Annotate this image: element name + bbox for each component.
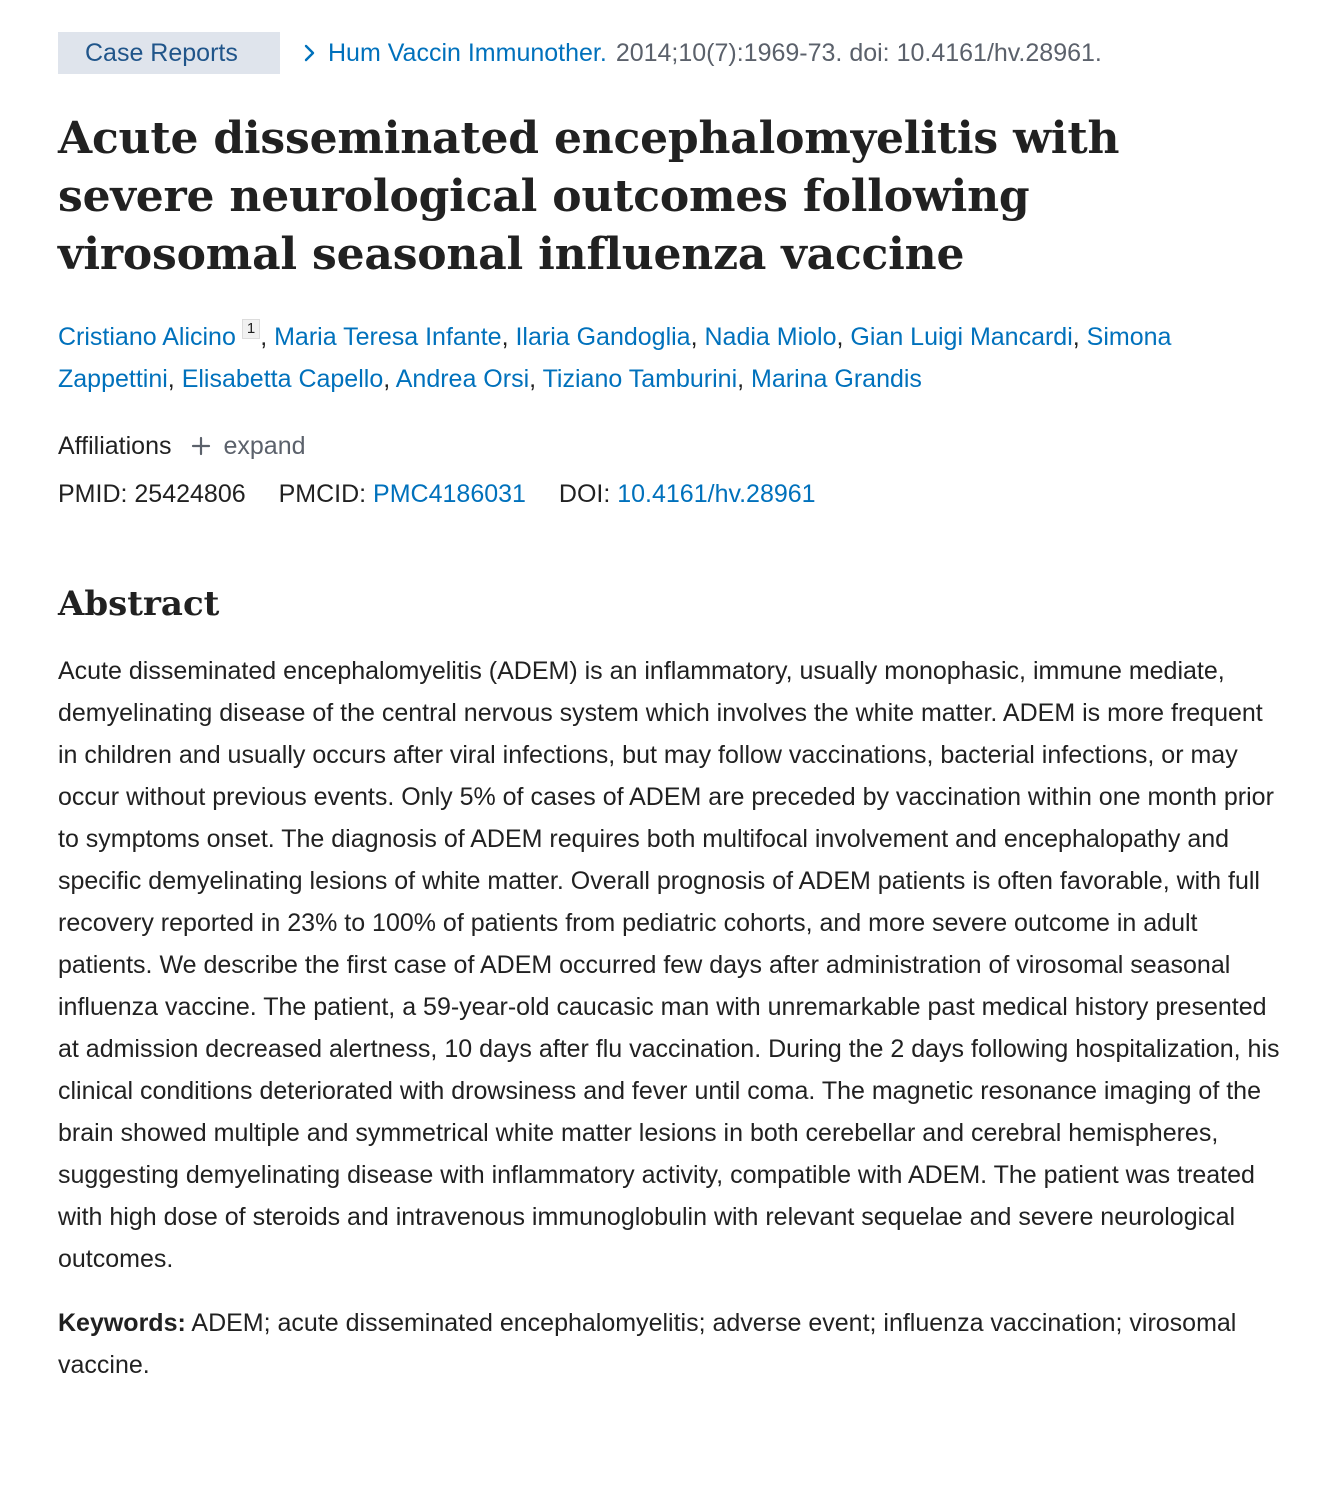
affiliation-marker[interactable]: 1: [242, 319, 260, 339]
author-link[interactable]: Simona Zappettini: [58, 323, 1172, 393]
doi-label: DOI:: [558, 480, 611, 508]
citation-text: 2014;10(7):1969-73. doi: 10.4161/hv.28961.: [615, 38, 1102, 67]
author-separator: ,: [260, 323, 268, 351]
plus-icon: [190, 435, 212, 457]
keywords-label: Keywords:: [58, 1309, 186, 1337]
chevron-right-icon[interactable]: [300, 43, 320, 63]
author-separator: ,: [501, 323, 509, 351]
pmid-group: [58, 480, 253, 508]
affiliations-expand-button[interactable]: [190, 428, 306, 464]
author-link[interactable]: Marina Grandis: [751, 365, 922, 393]
author-separator: ,: [737, 365, 745, 393]
pmcid-label: PMCID:: [278, 480, 367, 508]
author-separator: ,: [690, 323, 698, 351]
author-list: [58, 316, 1282, 400]
author-separator: ,: [836, 323, 844, 351]
affiliations-label: Affiliations: [58, 432, 172, 460]
citation-line: [300, 39, 1102, 68]
author-link[interactable]: Gian Luigi Mancardi: [850, 323, 1073, 351]
identifiers-row: [58, 476, 1282, 512]
keywords-section: [58, 1302, 1280, 1386]
publication-type-badge[interactable]: Case Reports: [58, 32, 280, 74]
article-title: Acute disseminated encephalomyelitis with severe neurological outcomes following virosomal seasonal influenza vaccine: [58, 113, 1120, 280]
author-link[interactable]: Maria Teresa Infante: [274, 323, 502, 351]
affiliations-row: [58, 428, 1282, 464]
pmcid-group: [279, 480, 533, 508]
author-link[interactable]: Elisabetta Capello: [181, 365, 384, 393]
abstract-text: Acute disseminated encephalomyelitis (ADEM) is an inflammatory, usually monophasic, immune mediate, demyelinating disease of the central nervous system which involves the white matter. ADEM is more frequent in children and usually occurs after viral infections, but may follow vaccinations, bacterial infections, or may occur without previous events. Only 5% of cases of ADEM are preceded by vaccination within one month prior to symptoms onset. The diagnosis of ADEM requires both multifocal involvement and encephalopathy and specific demyelinating lesions of white matter. Overall prognosis of ADEM patients is often favorable, with full recovery reported in 23% to 100% of patients from pediatric cohorts, and more severe outcome in adult patients. We describe the first case of ADEM occurred few days after administration of virosomal seasonal influenza vaccine. The patient, a 59-year-old caucasic man with unremarkable past medical history presented at admission decreased alertness, 10 days after flu vaccination. During the 2 days following hospitalization, his clinical conditions deteriorated with drowsiness and fever until coma. The magnetic resonance imaging of the brain showed multiple and symmetrical white matter lesions in both cerebellar and cerebral hemispheres, suggesting demyelinating disease with inflammatory activity, compatible with ADEM. The patient was treated with high dose of steroids and intravenous immunoglobulin with relevant sequelae and severe neurological outcomes.: [58, 657, 1280, 1273]
author-separator: ,: [383, 365, 391, 393]
journal-link[interactable]: Hum Vaccin Immunother.: [328, 38, 607, 67]
doi-link[interactable]: 10.4161/hv.28961: [617, 480, 816, 508]
author-separator: ,: [167, 365, 175, 393]
author-separator: ,: [529, 365, 537, 393]
author-link[interactable]: Andrea Orsi: [395, 365, 530, 393]
pmid-label: PMID:: [58, 480, 128, 508]
author-link[interactable]: Tiziano Tamburini: [542, 365, 738, 393]
author-link[interactable]: Ilaria Gandoglia: [515, 323, 691, 351]
author-link[interactable]: Cristiano Alicino: [58, 323, 236, 351]
expand-label: expand: [223, 432, 306, 460]
abstract-heading: Abstract: [58, 584, 220, 624]
pmid-value: 25424806: [134, 480, 246, 508]
author-separator: ,: [1072, 323, 1080, 351]
doi-group: [559, 480, 816, 508]
author-link[interactable]: Nadia Miolo: [704, 323, 837, 351]
pmcid-link[interactable]: PMC4186031: [373, 480, 526, 508]
article-header: [58, 32, 1282, 74]
keywords-text: ADEM; acute disseminated encephalomyelitis; adverse event; influenza vaccination; virosomal vaccine.: [58, 1309, 1237, 1379]
